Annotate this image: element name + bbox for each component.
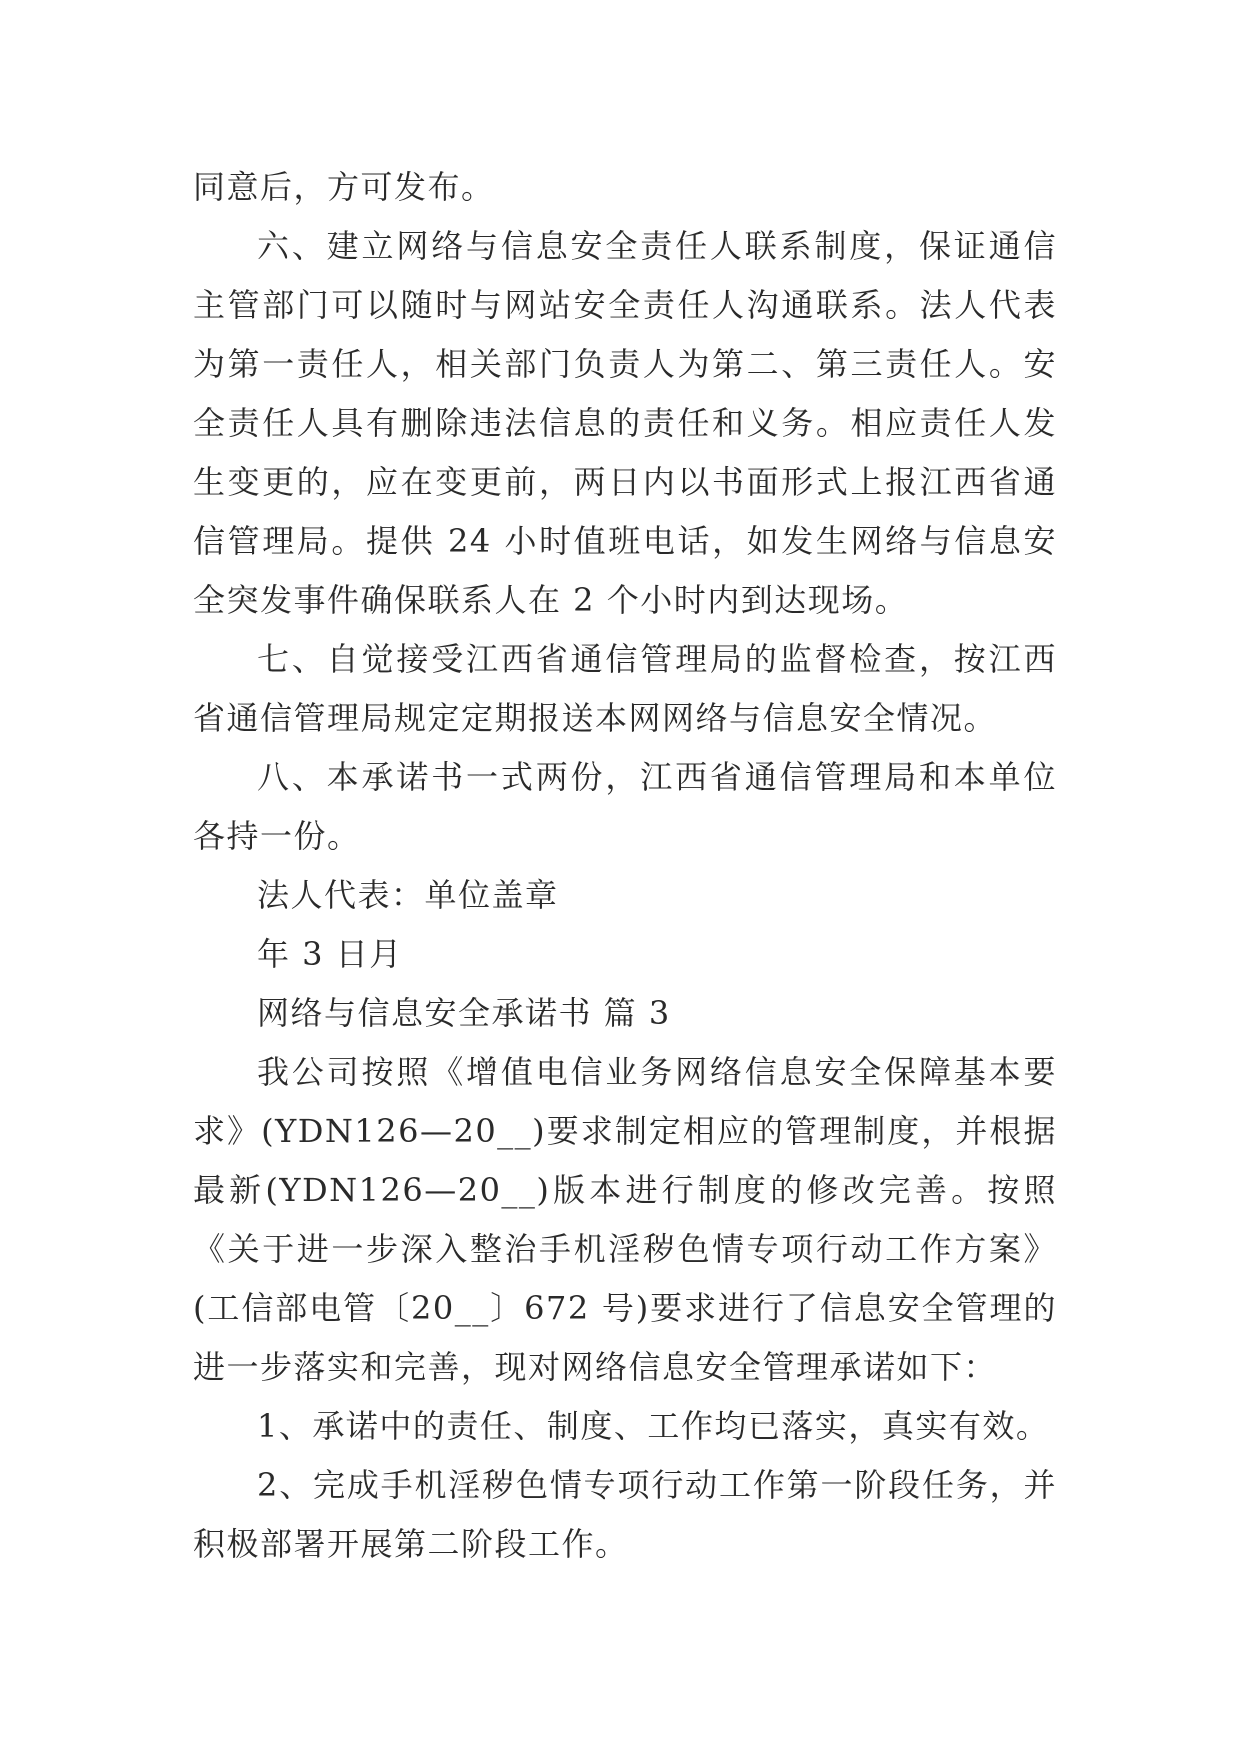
date-line: 年 3 日月 [257,935,403,973]
paragraph-continuation: 同意后，方可发布。 [193,168,495,206]
paragraph-item-7: 七、自觉接受江西省通信管理局的监督检查，按江西省通信管理局规定定期报送本网网络与信息安全情况。 [193,640,1057,737]
document-body [193,158,1057,1574]
section-title: 网络与信息安全承诺书 篇 3 [257,994,671,1032]
signature-line: 法人代表：单位盖章 [257,876,559,914]
paragraph-point-2: 2、完成手机淫秽色情专项行动工作第一阶段任务，并积极部署开展第二阶段工作。 [193,1466,1057,1563]
paragraph-point-1: 1、承诺中的责任、制度、工作均已落实，真实有效。 [257,1407,1050,1445]
paragraph-item-6: 六、建立网络与信息安全责任人联系制度，保证通信主管部门可以随时与网站安全责任人沟通联系。法人代表为第一责任人，相关部门负责人为第二、第三责任人。安全责任人具有删除违法信息的责任和义务。相应责任人发生变更的，应在变更前，两日内以书面形式上报江西省通信管理局。提供 24 小时值班电话，如发生网络与信息安全突发事件确保联系人在 2 个小时内到达现场。 [193,227,1057,619]
paragraph-item-8: 八、本承诺书一式两份，江西省通信管理局和本单位各持一份。 [193,758,1057,855]
paragraph-intro: 我公司按照《增值电信业务网络信息安全保障基本要求》(YDN126—20__)要求制定相应的管理制度，并根据最新(YDN126—20__)版本进行制度的修改完善。按照《关于进一步深入整治手机淫秽色情专项行动工作方案》(工信部电管〔20__〕672 号)要求进行了信息安全管理的进一步落实和完善，现对网络信息安全管理承诺如下： [193,1053,1057,1386]
